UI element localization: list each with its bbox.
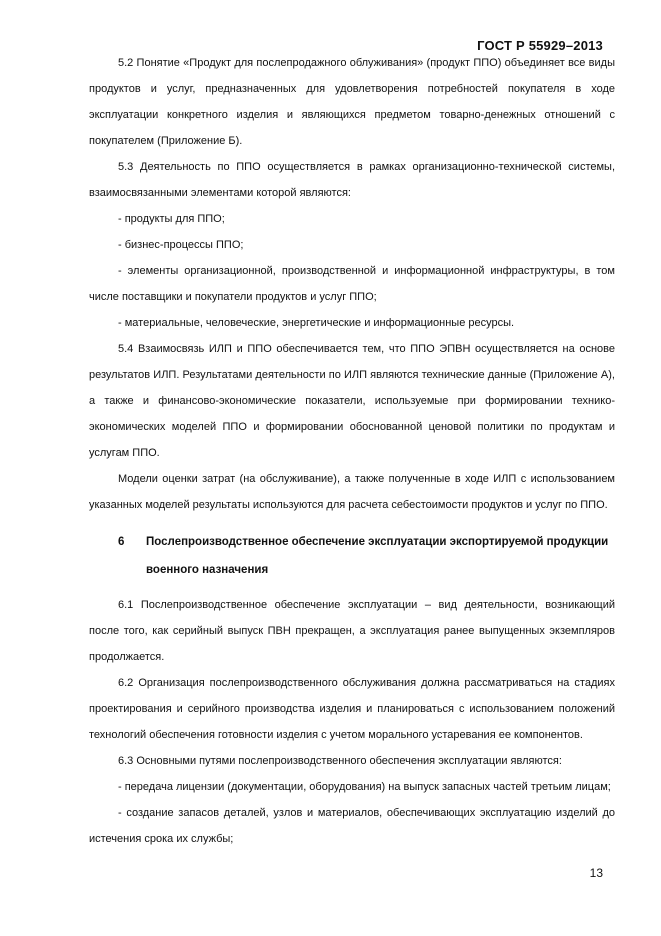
paragraph-6-3: 6.3 Основными путями послепроизводственного обеспечения эксплуатации являются:: [118, 755, 562, 767]
list-item: - материальные, человеческие, энергетические и информационные ресурсы.: [118, 317, 515, 329]
paragraph-5-3: 5.3 Деятельность по ППО осуществляется в рамках организационно-технической системы, взаимосвязанными элементами которой являются:: [89, 161, 615, 199]
list-item: - продукты для ППО;: [118, 213, 225, 225]
list-item: - бизнес-процессы ППО;: [118, 239, 244, 251]
paragraph-6-2: 6.2 Организация послепроизводственного обслуживания должна рассматриваться на стадиях проектирования и серийного производства изделия и планироваться с использованием положений технологий обеспечения готовности изделия с учетом морального устаревания ее компонентов.: [89, 677, 615, 741]
document-body: [89, 50, 615, 852]
section-6-heading: [89, 528, 615, 584]
list-item: - создание запасов деталей, узлов и материалов, обеспечивающих эксплуатацию изделий до истечения срока их службы;: [89, 807, 615, 845]
paragraph-5-4: 5.4 Взаимосвязь ИЛП и ППО обеспечивается тем, что ППО ЭПВН осуществляется на основе результатов ИЛП. Результатами деятельности по ИЛП являются технические данные (Приложение А), а также и финансово-экономические показатели, используемые при формировании технико-экономических моделей ППО и формировании обоснованной ценовой политики по продуктам и услугам ППО.: [89, 343, 615, 459]
page-number: 13: [589, 866, 603, 880]
paragraph-models: Модели оценки затрат (на обслуживание), а также полученные в ходе ИЛП с использованием указанных моделей результаты используются для расчета себестоимости продуктов и услуг по ППО.: [89, 473, 615, 511]
paragraph-6-1: 6.1 Послепроизводственное обеспечение эксплуатации – вид деятельности, возникающий после того, как серийный выпуск ПВН прекращен, а эксплуатация ранее выпущенных экземпляров продолжается.: [89, 599, 615, 663]
paragraph-5-2: 5.2 Понятие «Продукт для послепродажного облуживания» (продукт ППО) объединяет все виды продуктов и услуг, предназначенных для удовлетворения потребностей покупателя в ходе эксплуатации конкретного изделия и являющихся предметом товарно-денежных отношений с покупателем (Приложение Б).: [89, 57, 615, 147]
list-item: - передача лицензии (документации, оборудования) на выпуск запасных частей третьим лицам;: [118, 781, 611, 793]
list-item: - элементы организационной, производственной и информационной инфраструктуры, в том числе поставщики и покупатели продуктов и услуг ППО;: [89, 265, 615, 303]
section-number: 6: [118, 536, 125, 548]
section-title: Послепроизводственное обеспечение эксплуатации экспортируемой продукции военного назначения: [146, 536, 609, 576]
document-id: ГОСТ Р 55929–2013: [477, 38, 603, 53]
